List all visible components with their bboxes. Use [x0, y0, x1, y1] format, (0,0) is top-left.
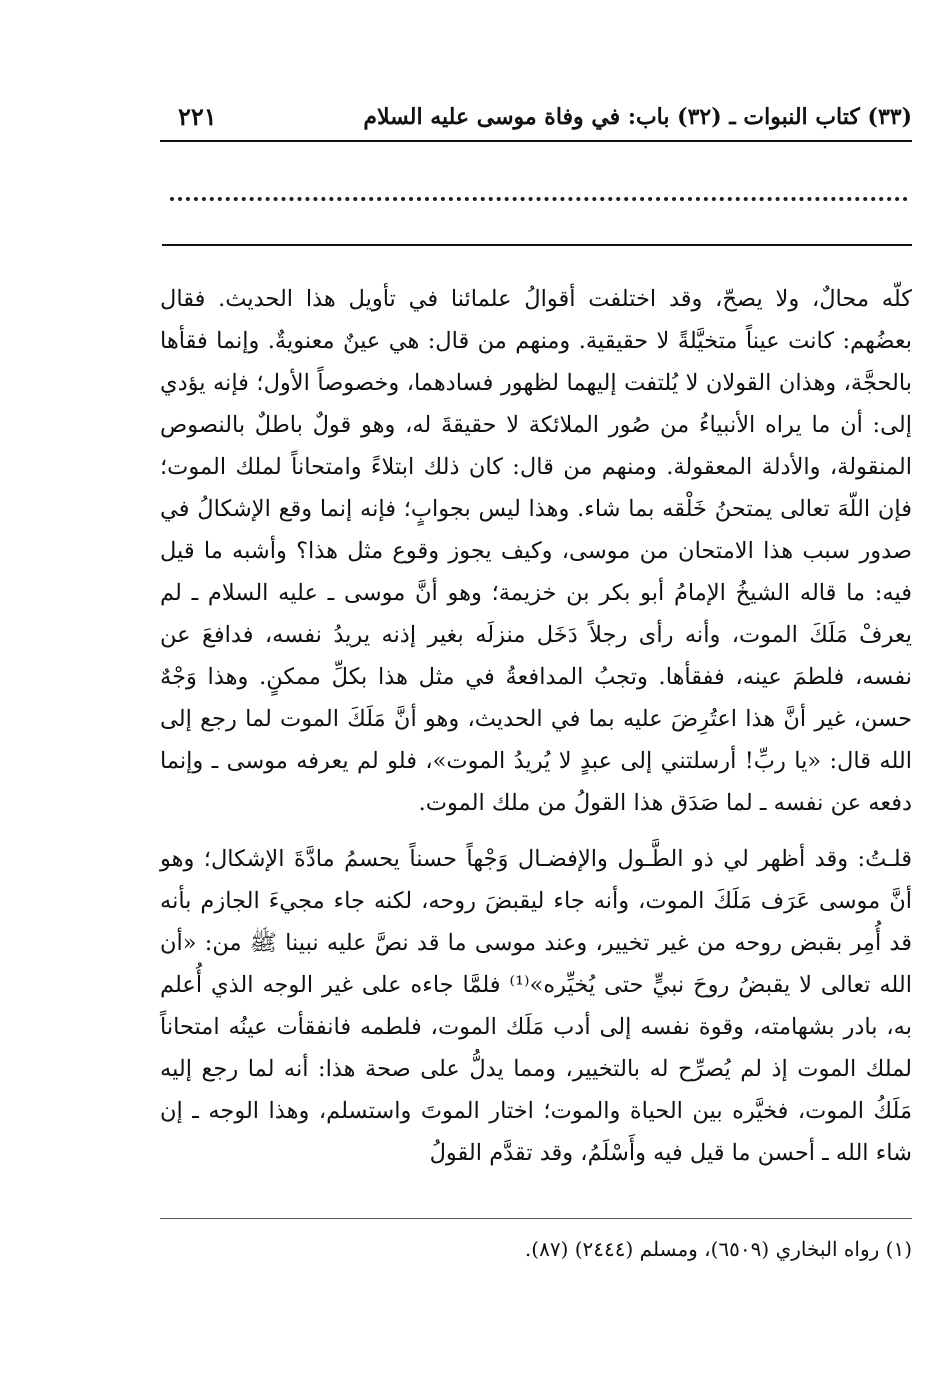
paragraph-1: كلّه محالٌ، ولا يصحّ، وقد اختلفت أقوالُ علمائنا في تأويل هذا الحديث. فقال بعضُهم: كانت عيناً متخيَّلةً لا حقيقية. ومنهم من قال: هي عينٌ معنويةٌ. وإنما فقأها بالحجَّة، وهذان القولان لا يُلتفت إليهما لظهور فسادهما، وخصوصاً الأول؛ فإنه يؤدي إلى: أن ما يراه الأنبياءُ من صُور الملائكة لا حقيقةَ له، وهو قولٌ باطلٌ بالنصوص المنقولة، والأدلة المعقولة. ومنهم من قال: كان ذلك ابتلاءً وامتحاناً لملك الموت؛ فإن اللّهَ تعالى يمتحنُ خَلْقه بما شاء. وهذا ليس بجوابٍ؛ فإنه إنما وقع الإشكالُ في صدور سبب هذا الامتحان من موسى، وكيف يجوز وقوع مثل هذا؟ وأشبه ما قيل فيه: ما قاله الشيخُ الإمامُ أبو بكر بن خزيمة؛ وهو أنَّ موسى ـ عليه السلام ـ لم يعرفْ مَلَكَ الموت، وأنه رأى رجلاً دَخَل منزلَه بغير إذنه يريدُ نفسه، فدافعَ عن نفسه، فلطمَ عينه، ففقأها. وتجبُ المدافعةُ في مثل هذا بكلِّ ممكنٍ. وهذا وَجْهٌ حسن، غير أنَّ هذا اعتُرِضَ عليه بما في الحديث، وهو أنَّ مَلَكَ الموت لما رجع إلى الله قال: «يا ربِّ! أرسلتني إلى عبدٍ لا يُريدُ الموت»، فلو لم يعرفه موسى ـ وإنما دفعه عن نفسه ـ لما صَدَق هذا القولُ من ملك الموت. — [160, 286, 913, 816]
section-separator — [162, 244, 912, 246]
paragraph-2: قلـتُ: وقد أظهر لي ذو الطَّـول والإفضـال وَجْهاً حسناً يحسمُ مادَّةَ الإشكال؛ وهو أنَّ موسى عَرَف مَلَكَ الموت، وأنه جاء ليقبضَ روحه، لكنه جاء مجيءَ الجازم بأنه قد أُمِر بقبض روحه من غير تخيير، وعند موسى ما قد نصَّ عليه نبينا ﷺ من: «أن الله تعالى لا يقبضُ روحَ نبيٍّ حتى يُخيِّره»⁽¹⁾ فلمَّا جاءه على غير الوجه الذي أُعلم به، بادر بشهامته، وقوة نفسه إلى أدب مَلَك الموت، فلطمه فانفقأت عينُه امتحاناً لملك الموت إذ لم يُصرِّح له بالتخيير، ومما يدلُّ على صحة هذا: أنه لما رجع إليه مَلَكُ الموت، فخيَّره بين الحياة والموت؛ اختار الموتَ واستسلم، وهذا الوجه ـ إن شاء الله ـ أحسن ما قيل فيه وأَسْلَمُ، وقد تقدَّم القولُ — [160, 846, 912, 1166]
running-header — [160, 96, 912, 142]
chapter-title: (٣٣) كتاب النبوات ـ (٣٢) باب: في وفاة موسى عليه السلام — [363, 104, 912, 130]
page-number: ٢٢١ — [178, 102, 217, 131]
body-text — [160, 278, 912, 1174]
footnote: (١) رواه البخاري (٦٥٠٩)، ومسلم (٢٤٤٤) (٨٧). — [524, 1237, 912, 1261]
footnote-divider — [160, 1218, 912, 1219]
dotted-divider — [170, 197, 908, 201]
